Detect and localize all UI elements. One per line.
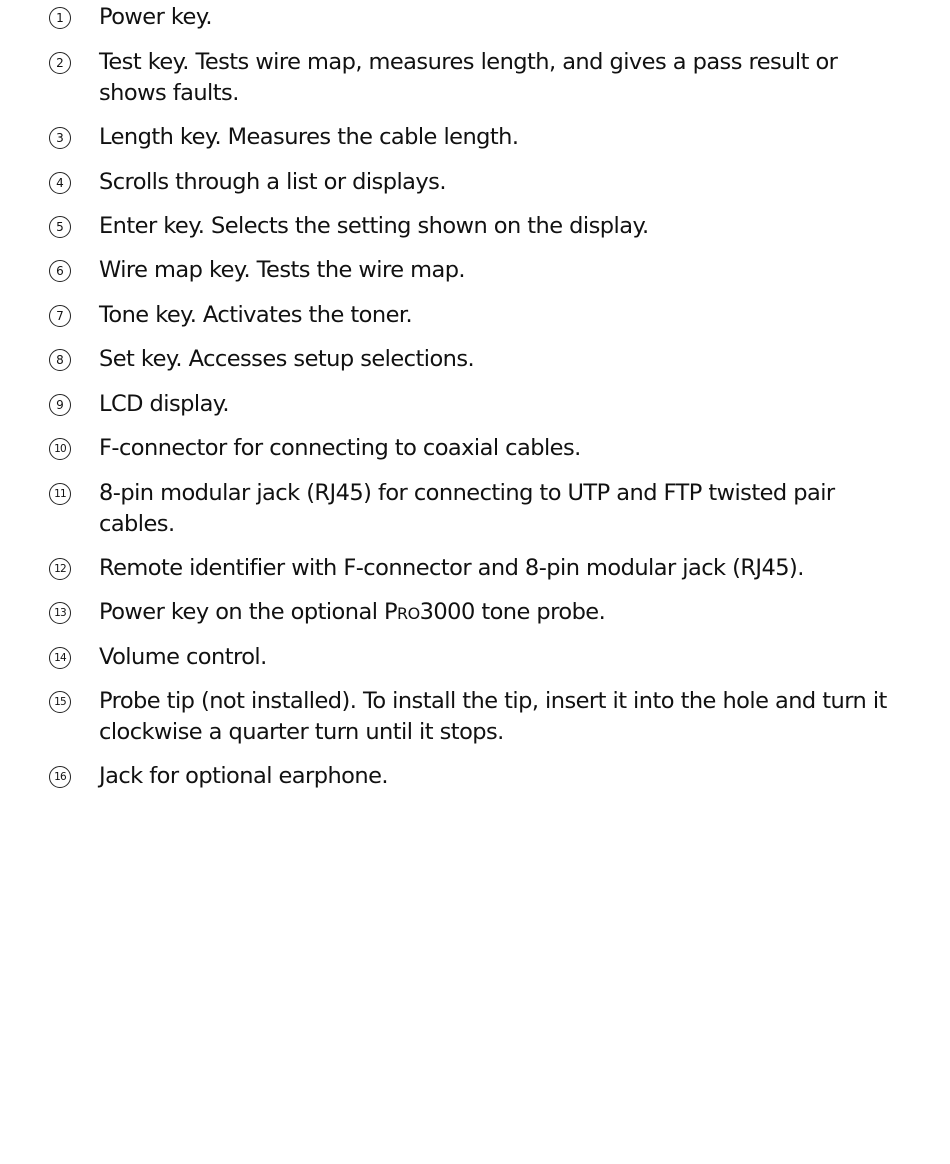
callout-number: 11 bbox=[49, 483, 71, 505]
item-text: Remote identifier with F-connector and 8-pin modular jack (RJ45). bbox=[99, 555, 804, 581]
item-text: Set key. Accesses setup selections. bbox=[99, 346, 475, 372]
callout-number: 5 bbox=[49, 216, 71, 238]
item-text: Jack for optional earphone. bbox=[99, 763, 388, 789]
callout-number: 16 bbox=[49, 766, 71, 788]
item-text: Enter key. Selects the setting shown on the display. bbox=[99, 213, 649, 239]
callout-number: 4 bbox=[49, 172, 71, 194]
callout-number: 2 bbox=[49, 52, 71, 74]
item-text: Test key. Tests wire map, measures length, and gives a pass result or shows faults. bbox=[99, 49, 838, 106]
callout-number: 15 bbox=[49, 691, 71, 713]
item-text: F-connector for connecting to coaxial cables. bbox=[99, 435, 581, 461]
item-text: Scrolls through a list or displays. bbox=[99, 169, 446, 195]
callout-number: 13 bbox=[49, 602, 71, 624]
item-text: 8-pin modular jack (RJ45) for connecting to UTP and FTP twisted pair cables. bbox=[99, 480, 835, 537]
callout-number: 1 bbox=[49, 7, 71, 29]
callout-number: 9 bbox=[49, 394, 71, 416]
product-name: Pro bbox=[384, 599, 420, 625]
callout-number: 7 bbox=[49, 305, 71, 327]
callout-number: 8 bbox=[49, 349, 71, 371]
callout-number: 6 bbox=[49, 260, 71, 282]
item-text: Probe tip (not installed). To install the tip, insert it into the hole and turn it clockwise a quarter turn until it stops. bbox=[99, 688, 887, 745]
item-text-before: Power key on the optional bbox=[99, 599, 385, 625]
item-text bbox=[99, 597, 899, 628]
item-text: Wire map key. Tests the wire map. bbox=[99, 257, 466, 283]
item-text: Volume control. bbox=[99, 644, 267, 670]
callout-number: 12 bbox=[49, 558, 71, 580]
item-text: Length key. Measures the cable length. bbox=[99, 124, 519, 150]
item-text-after: 3000 tone probe. bbox=[419, 599, 606, 625]
callout-number: 10 bbox=[49, 438, 71, 460]
callout-number: 3 bbox=[49, 127, 71, 149]
item-text: Tone key. Activates the toner. bbox=[99, 302, 413, 328]
callout-number: 14 bbox=[49, 647, 71, 669]
item-text: Power key. bbox=[99, 4, 213, 30]
item-text: LCD display. bbox=[99, 391, 229, 417]
